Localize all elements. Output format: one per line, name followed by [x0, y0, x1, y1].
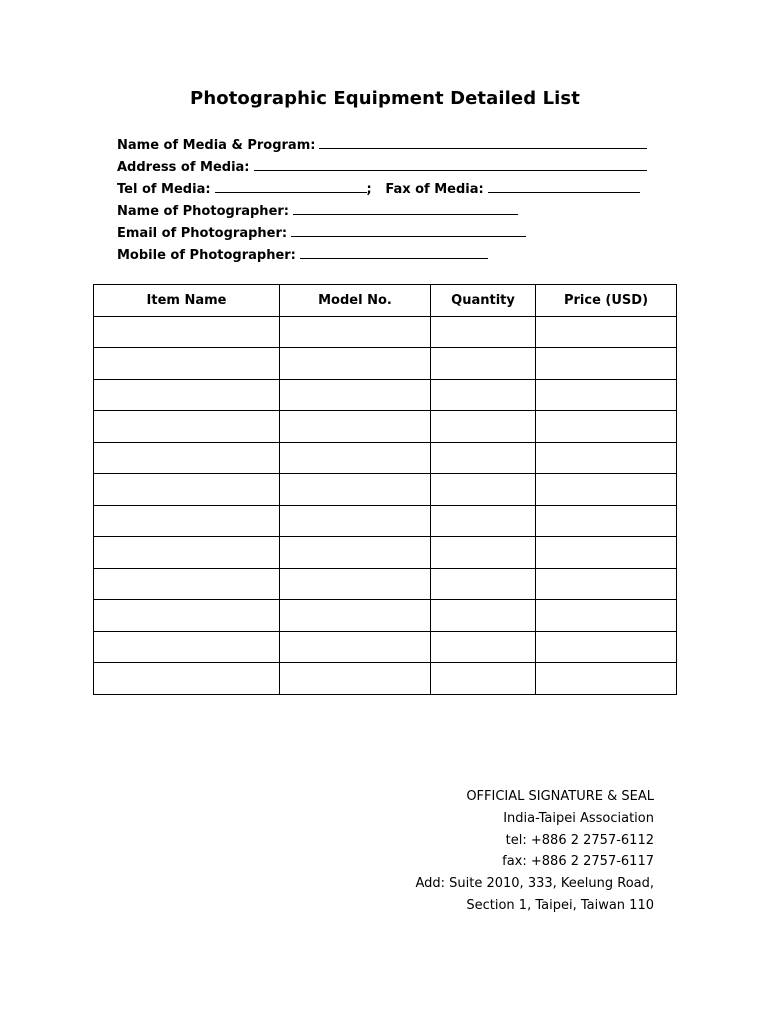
photographer-email-row — [117, 222, 647, 244]
table-cell-model-no[interactable] — [280, 442, 431, 474]
table-cell-quantity[interactable] — [431, 348, 536, 380]
table-cell-item-name[interactable] — [94, 663, 280, 695]
table-cell-model-no[interactable] — [280, 348, 431, 380]
table-cell-model-no[interactable] — [280, 568, 431, 600]
photographer-email-label: Email of Photographer: — [117, 226, 288, 241]
table-cell-price[interactable] — [536, 537, 677, 569]
table-cell-item-name[interactable] — [94, 348, 280, 380]
table-cell-model-no[interactable] — [280, 631, 431, 663]
table-cell-quantity[interactable] — [431, 442, 536, 474]
organization-fax: fax: +886 2 2757-6117 — [502, 854, 654, 870]
signature-label: OFFICIAL SIGNATURE & SEAL — [466, 789, 654, 804]
table-row — [94, 568, 677, 600]
table-row — [94, 474, 677, 506]
media-address-input[interactable] — [254, 156, 647, 171]
table-row — [94, 316, 677, 348]
table-cell-item-name[interactable] — [94, 379, 280, 411]
table-cell-price[interactable] — [536, 348, 677, 380]
table-cell-price[interactable] — [536, 505, 677, 537]
table-row — [94, 379, 677, 411]
column-header-quantity: Quantity — [431, 285, 536, 317]
table-row — [94, 442, 677, 474]
table-row — [94, 537, 677, 569]
media-program-input[interactable] — [319, 134, 647, 149]
address-line-2: Section 1, Taipei, Taiwan 110 — [466, 897, 654, 913]
table-cell-item-name[interactable] — [94, 411, 280, 443]
table-cell-price[interactable] — [536, 411, 677, 443]
table-cell-quantity[interactable] — [431, 505, 536, 537]
table-cell-model-no[interactable] — [280, 411, 431, 443]
contact-fields — [117, 134, 647, 266]
address-line-1: Add: Suite 2010, 333, Keelung Road, — [415, 876, 654, 892]
photographer-mobile-row — [117, 244, 647, 266]
table-cell-quantity[interactable] — [431, 474, 536, 506]
tel-fax-separator: ; — [366, 182, 372, 197]
table-cell-price[interactable] — [536, 568, 677, 600]
table-cell-item-name[interactable] — [94, 568, 280, 600]
table-cell-quantity[interactable] — [431, 379, 536, 411]
table-cell-quantity[interactable] — [431, 600, 536, 632]
table-body — [94, 316, 677, 694]
table-cell-price[interactable] — [536, 631, 677, 663]
table-cell-price[interactable] — [536, 442, 677, 474]
table-cell-quantity[interactable] — [431, 663, 536, 695]
media-address-row — [117, 156, 647, 178]
table-cell-item-name[interactable] — [94, 600, 280, 632]
table-cell-item-name[interactable] — [94, 442, 280, 474]
tel-input[interactable] — [215, 178, 367, 193]
table-cell-item-name[interactable] — [94, 631, 280, 663]
media-program-row — [117, 134, 647, 156]
table-cell-model-no[interactable] — [280, 663, 431, 695]
table-cell-quantity[interactable] — [431, 411, 536, 443]
column-header-price: Price (USD) — [536, 285, 677, 317]
table-cell-price[interactable] — [536, 379, 677, 411]
table-header-row — [94, 285, 677, 317]
column-header-item-name: Item Name — [94, 285, 280, 317]
photographer-email-input[interactable] — [291, 222, 526, 237]
table-cell-price[interactable] — [536, 600, 677, 632]
table-cell-model-no[interactable] — [280, 505, 431, 537]
table-cell-price[interactable] — [536, 316, 677, 348]
table-cell-model-no[interactable] — [280, 474, 431, 506]
signature-block — [415, 786, 654, 917]
media-address-label: Address of Media: — [117, 160, 250, 175]
fax-input[interactable] — [488, 178, 640, 193]
table-cell-model-no[interactable] — [280, 316, 431, 348]
column-header-model-no: Model No. — [280, 285, 431, 317]
table-row — [94, 348, 677, 380]
organization-name: India-Taipei Association — [503, 810, 654, 826]
fax-label: Fax of Media: — [385, 182, 484, 197]
table-row — [94, 600, 677, 632]
table-cell-item-name[interactable] — [94, 474, 280, 506]
media-program-label: Name of Media & Program: — [117, 138, 316, 153]
photographer-mobile-label: Mobile of Photographer: — [117, 248, 296, 263]
equipment-table — [93, 284, 677, 695]
table-cell-price[interactable] — [536, 663, 677, 695]
organization-tel: tel: +886 2 2757-6112 — [505, 832, 654, 848]
page-title: Photographic Equipment Detailed List — [190, 88, 580, 109]
table-cell-quantity[interactable] — [431, 631, 536, 663]
table-cell-item-name[interactable] — [94, 537, 280, 569]
photographer-mobile-input[interactable] — [300, 244, 488, 259]
table-row — [94, 411, 677, 443]
tel-label: Tel of Media: — [117, 182, 211, 197]
table-cell-price[interactable] — [536, 474, 677, 506]
photographer-name-row — [117, 200, 647, 222]
table-cell-quantity[interactable] — [431, 316, 536, 348]
table-cell-item-name[interactable] — [94, 316, 280, 348]
tel-fax-row — [117, 178, 647, 200]
photographer-name-label: Name of Photographer: — [117, 204, 289, 219]
table-cell-model-no[interactable] — [280, 600, 431, 632]
photographer-name-input[interactable] — [293, 200, 518, 215]
table-cell-quantity[interactable] — [431, 568, 536, 600]
table-cell-model-no[interactable] — [280, 537, 431, 569]
table-row — [94, 663, 677, 695]
table-cell-item-name[interactable] — [94, 505, 280, 537]
table-row — [94, 505, 677, 537]
table-cell-quantity[interactable] — [431, 537, 536, 569]
table-cell-model-no[interactable] — [280, 379, 431, 411]
table-row — [94, 631, 677, 663]
